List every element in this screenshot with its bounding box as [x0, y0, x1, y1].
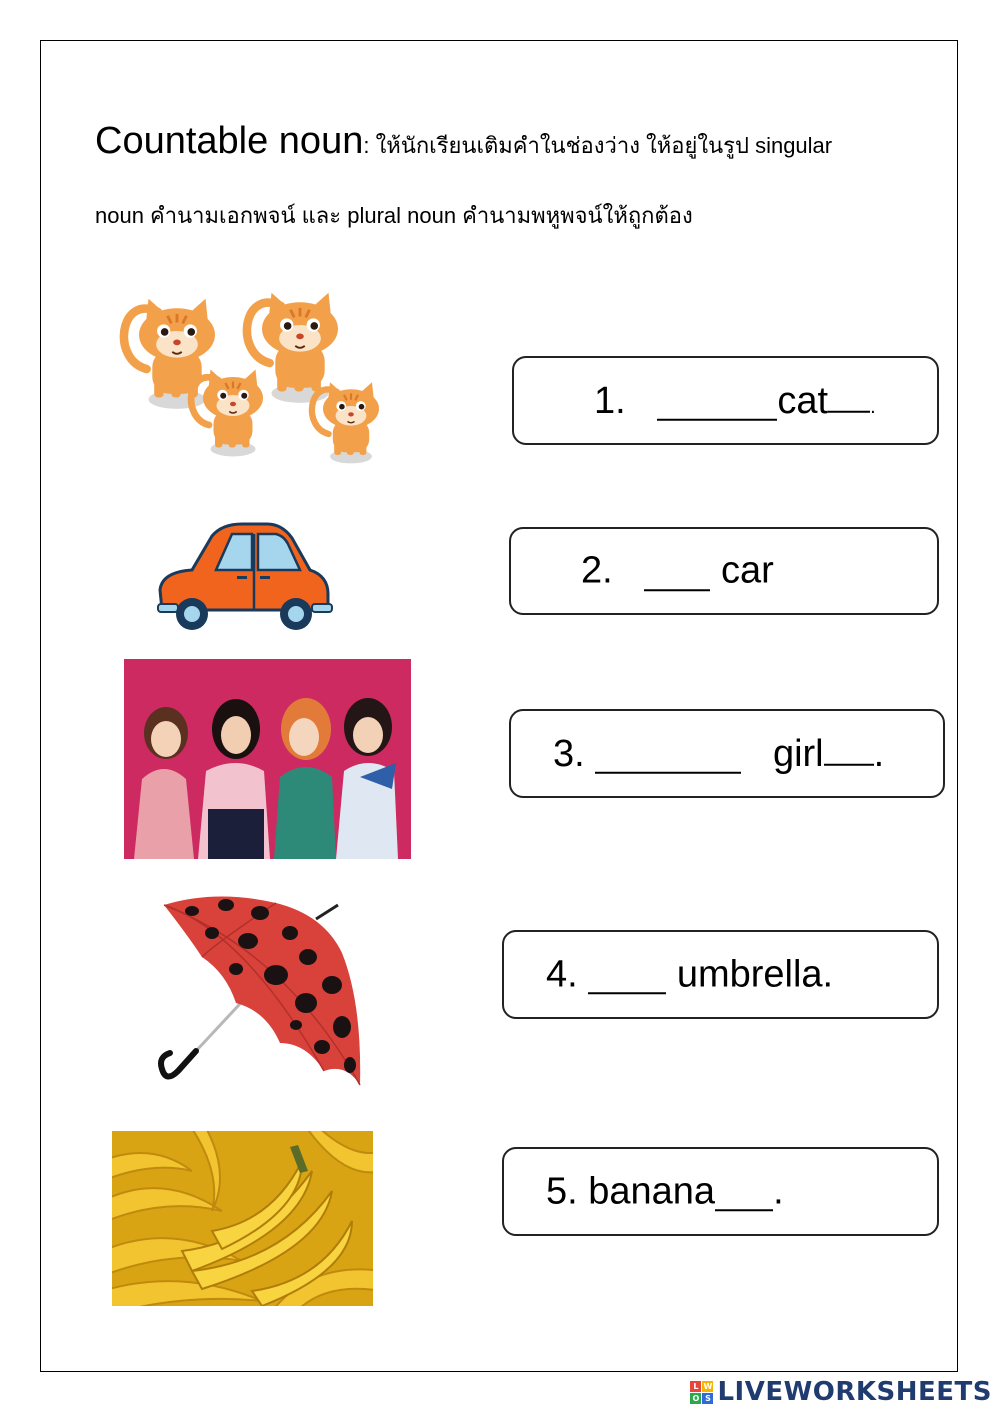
- answer-box-4: [502, 930, 939, 1019]
- blank-3-after[interactable]: [824, 733, 874, 765]
- answer-line-1: [594, 380, 876, 421]
- cats-illustration-icon: [105, 292, 395, 464]
- instruction-line-2: [95, 198, 693, 233]
- blank-1-after[interactable]: [828, 380, 870, 412]
- worksheet-title: Countable noun: [95, 120, 364, 162]
- answer-box-5: [502, 1147, 939, 1236]
- item-word: umbrella.: [676, 952, 834, 995]
- item-word: cat: [777, 379, 829, 422]
- item-number: 5.: [546, 1169, 578, 1212]
- blank-5-input[interactable]: [715, 1175, 773, 1211]
- instruction-text-2: noun คำนามเอกพจน์ และ plural noun คำนามพหูพจน์ให้ถูกต้อง: [95, 203, 693, 228]
- logo-squares-icon: [690, 1381, 713, 1404]
- answer-box-2: [509, 527, 939, 615]
- answer-box-1: [512, 356, 939, 445]
- item-number: 3.: [553, 732, 585, 775]
- bananas-photo: [112, 1131, 373, 1306]
- red-polka-dot-umbrella-icon: [156, 893, 368, 1089]
- blank-3-before-input[interactable]: [595, 738, 741, 774]
- blank-4-input[interactable]: [588, 958, 666, 994]
- item-punctuation: .: [873, 732, 885, 775]
- answer-line-4: [546, 952, 834, 995]
- item-punctuation: .: [773, 1169, 784, 1212]
- item-word: girl: [772, 732, 824, 775]
- blank-2-input[interactable]: [644, 555, 710, 591]
- answer-line-2: [581, 551, 774, 591]
- answer-box-3: [509, 709, 945, 798]
- liveworksheets-logo[interactable]: [690, 1377, 992, 1407]
- item-word: banana: [588, 1169, 716, 1212]
- answer-line-3: [553, 733, 884, 774]
- orange-car-icon: [152, 520, 334, 636]
- four-girls-photo: [124, 659, 411, 859]
- logo-square: S: [702, 1393, 713, 1404]
- item-number: 1.: [594, 379, 626, 422]
- instruction-line-1: [95, 120, 832, 163]
- logo-text: LIVEWORKSHEETS: [717, 1377, 992, 1407]
- instruction-text-1: : ให้นักเรียนเติมคำในช่องว่าง ให้อยู่ในรูป singular: [363, 133, 833, 158]
- item-word: car: [720, 549, 774, 592]
- item-punctuation: .: [870, 395, 876, 418]
- answer-line-5: [546, 1169, 784, 1212]
- logo-square: L: [690, 1381, 701, 1392]
- blank-1-before-input[interactable]: [657, 385, 777, 421]
- logo-square: O: [690, 1393, 701, 1404]
- item-number: 2.: [581, 549, 613, 592]
- item-number: 4.: [546, 952, 578, 995]
- logo-square: W: [703, 1381, 713, 1391]
